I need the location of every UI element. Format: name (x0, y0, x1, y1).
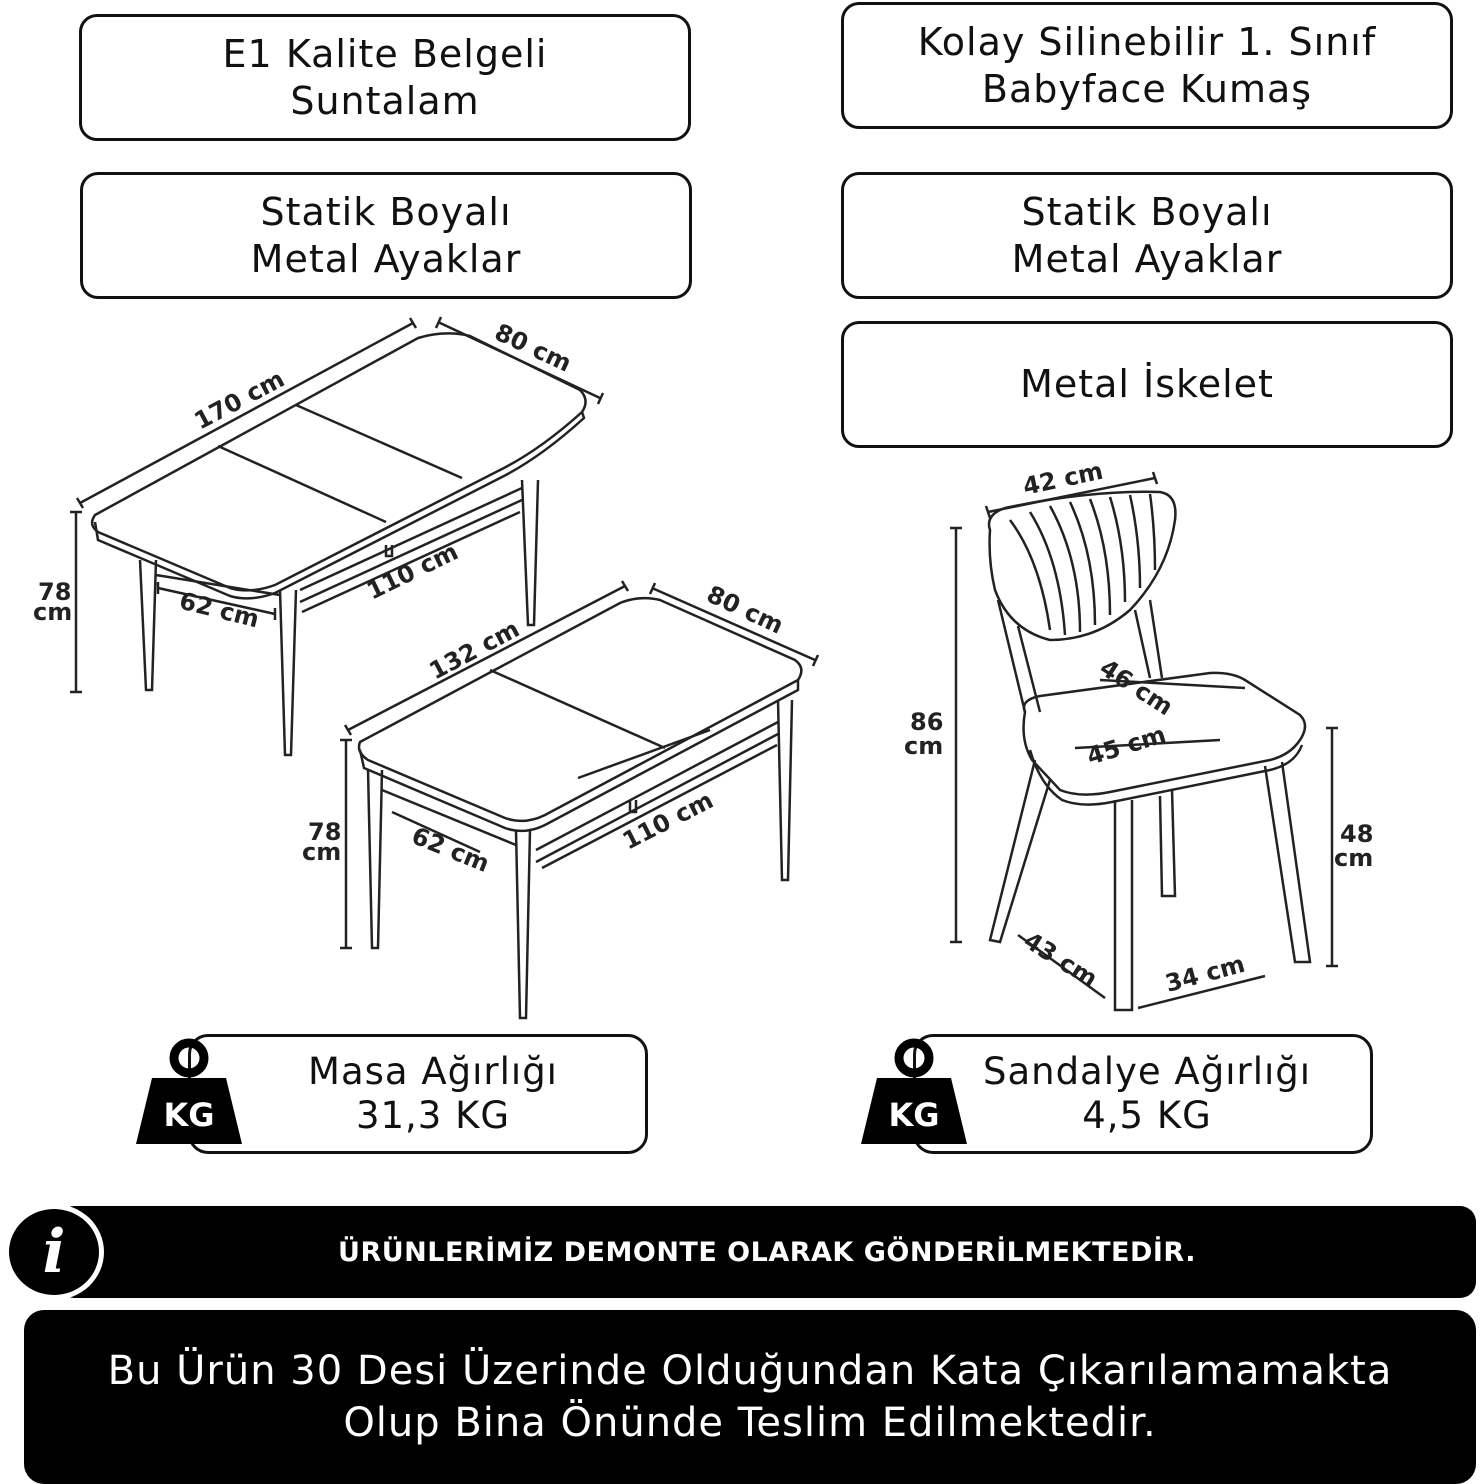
chair-weight-value: 4,5 KG (1082, 1094, 1212, 1137)
dim-extended-height-unit: cm (33, 598, 73, 626)
feature-line: Metal İskelet (1020, 362, 1274, 406)
dim-chair-total-height-value: 86 (910, 708, 944, 736)
chair-weight-title: Sandalye Ağırlığı (982, 1050, 1312, 1093)
dim-closed-height-value: 78 (308, 818, 342, 846)
info-icon (4, 1204, 104, 1300)
chair-weight-box (913, 1034, 1373, 1154)
dim-extended-side-span: 62 cm (176, 586, 262, 634)
dim-chair-seat-height-value: 48 (1340, 820, 1374, 848)
notice-line: Bu Ürün 30 Desi Üzerinde Olduğundan Kata Çıkarılamamakta (107, 1348, 1393, 1394)
dim-extended-length: 170 cm (189, 364, 290, 436)
dim-closed-height-unit: cm (302, 838, 342, 866)
dim-closed-length: 132 cm (424, 614, 525, 686)
dim-closed-leg-span: 110 cm (618, 786, 718, 856)
table-extended-drawing (70, 317, 603, 755)
info-icon-glyph: i (42, 1217, 66, 1287)
dim-chair-seat-width: 45 cm (1083, 720, 1170, 771)
feature-line: Suntalam (290, 78, 480, 123)
feature-line: Statik Boyalı (1021, 189, 1273, 234)
feature-line: Kolay Silinebilir 1. Sınıf (917, 19, 1377, 64)
dim-extended-leg-span: 110 cm (362, 537, 463, 606)
dim-chair-base-width: 34 cm (1162, 949, 1248, 998)
dim-chair-base-depth: 43 cm (1018, 926, 1103, 994)
notice-line: Olup Bina Önünde Teslim Edilmektedir. (343, 1400, 1157, 1446)
dim-chair-back-width: 42 cm (1020, 456, 1106, 501)
feature-line: Metal Ayaklar (1011, 236, 1283, 281)
dim-chair-seat-depth: 46 cm (1094, 653, 1178, 722)
feature-line: Statik Boyalı (260, 189, 512, 234)
feature-line: Metal Ayaklar (250, 236, 522, 281)
dim-chair-total-height-unit: cm (904, 732, 944, 760)
dim-closed-width: 80 cm (702, 580, 788, 640)
dim-closed-side-span: 62 cm (407, 821, 494, 878)
weight-kg-icon (134, 1038, 244, 1148)
table-weight-box (188, 1034, 648, 1154)
dim-chair-seat-height-unit: cm (1334, 844, 1374, 872)
weight-kg-icon (859, 1038, 969, 1148)
kg-icon-label: KG (163, 1096, 215, 1134)
kg-icon-label: KG (888, 1096, 940, 1134)
dim-extended-width: 80 cm (490, 318, 576, 378)
feature-line: Babyface Kumaş (981, 66, 1313, 111)
table-closed-drawing (340, 581, 818, 1018)
table-weight-title: Masa Ağırlığı (308, 1050, 558, 1093)
feature-line: E1 Kalite Belgeli (222, 31, 548, 76)
info-banner-text: ÜRÜNLERİMİZ DEMONTE OLARAK GÖNDERİLMEKTEDİR. (338, 1236, 1196, 1268)
table-weight-value: 31,3 KG (355, 1094, 511, 1137)
dim-extended-height-value: 78 (38, 578, 72, 606)
info-banner (58, 1206, 1476, 1298)
delivery-notice (24, 1310, 1476, 1484)
